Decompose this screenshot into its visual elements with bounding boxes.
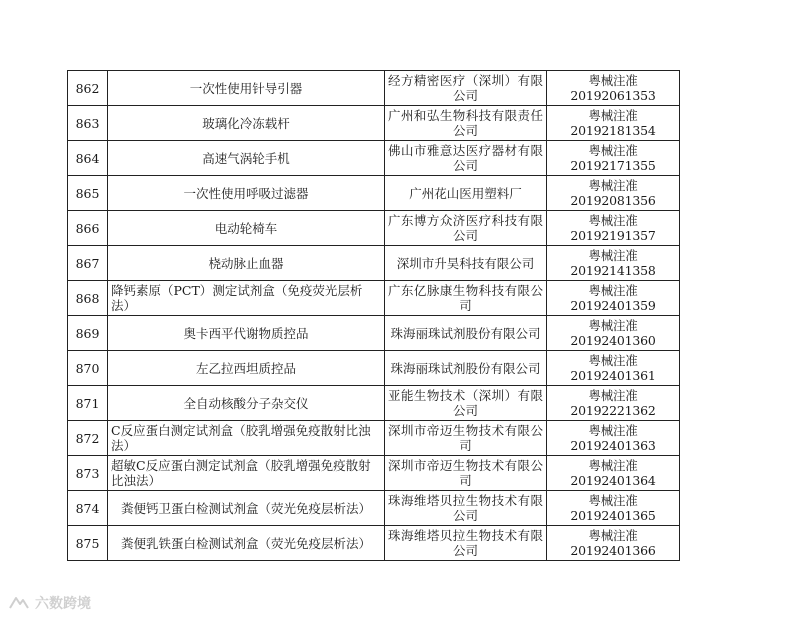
registration-table: [67, 70, 680, 561]
table-row: [68, 106, 680, 141]
registration-number: 粤械注准20192401365: [547, 491, 680, 526]
company-name: 珠海丽珠试剂股份有限公司: [385, 316, 547, 351]
table-row: [68, 281, 680, 316]
row-number: 869: [68, 316, 108, 351]
row-number: 866: [68, 211, 108, 246]
product-name: 粪便钙卫蛋白检测试剂盒（荧光免疫层析法）: [108, 491, 385, 526]
table-row: [68, 71, 680, 106]
registration-number: 粤械注准20192401361: [547, 351, 680, 386]
table-row: [68, 316, 680, 351]
product-name: 高速气涡轮手机: [108, 141, 385, 176]
product-name: 一次性使用呼吸过滤器: [108, 176, 385, 211]
row-number: 871: [68, 386, 108, 421]
product-name: 玻璃化冷冻载杆: [108, 106, 385, 141]
product-name: 左乙拉西坦质控品: [108, 351, 385, 386]
table-row: [68, 456, 680, 491]
table-row: [68, 421, 680, 456]
product-name: 粪便乳铁蛋白检测试剂盒（荧光免疫层析法）: [108, 526, 385, 561]
table-row: [68, 526, 680, 561]
row-number: 872: [68, 421, 108, 456]
registration-number: 粤械注准20192171355: [547, 141, 680, 176]
product-name: 桡动脉止血器: [108, 246, 385, 281]
company-name: 经方精密医疗（深圳）有限公司: [385, 71, 547, 106]
company-name: 珠海维塔贝拉生物技术有限公司: [385, 526, 547, 561]
product-name: 全自动核酸分子杂交仪: [108, 386, 385, 421]
row-number: 863: [68, 106, 108, 141]
product-name: 电动轮椅车: [108, 211, 385, 246]
table-row: [68, 491, 680, 526]
company-name: 深圳市帝迈生物技术有限公司: [385, 456, 547, 491]
row-number: 873: [68, 456, 108, 491]
registration-number: 粤械注准20192221362: [547, 386, 680, 421]
table-row: [68, 386, 680, 421]
product-name: C反应蛋白测定试剂盒（胶乳增强免疫散射比浊法）: [108, 421, 385, 456]
registration-number: 粤械注准20192081356: [547, 176, 680, 211]
table-row: [68, 246, 680, 281]
registration-number: 粤械注准20192401366: [547, 526, 680, 561]
company-name: 广东亿脉康生物科技有限公司: [385, 281, 547, 316]
row-number: 862: [68, 71, 108, 106]
product-name: 降钙素原（PCT）测定试剂盒（免疫荧光层析法）: [108, 281, 385, 316]
row-number: 864: [68, 141, 108, 176]
table-row: [68, 351, 680, 386]
watermark-text: 六数跨境: [35, 596, 91, 612]
row-number: 875: [68, 526, 108, 561]
registration-number: 粤械注准20192061353: [547, 71, 680, 106]
company-name: 亚能生物技术（深圳）有限公司: [385, 386, 547, 421]
row-number: 868: [68, 281, 108, 316]
row-number: 865: [68, 176, 108, 211]
registration-number: 粤械注准20192191357: [547, 211, 680, 246]
registration-number: 粤械注准20192401364: [547, 456, 680, 491]
product-name: 超敏C反应蛋白测定试剂盒（胶乳增强免疫散射比浊法）: [108, 456, 385, 491]
watermark: [8, 592, 91, 614]
registration-number: 粤械注准20192401360: [547, 316, 680, 351]
company-name: 深圳市帝迈生物技术有限公司: [385, 421, 547, 456]
company-name: 广州花山医用塑料厂: [385, 176, 547, 211]
registration-number: 粤械注准20192401359: [547, 281, 680, 316]
table-row: [68, 176, 680, 211]
registration-number: 粤械注准20192401363: [547, 421, 680, 456]
company-name: 珠海丽珠试剂股份有限公司: [385, 351, 547, 386]
table-row: [68, 211, 680, 246]
company-name: 珠海维塔贝拉生物技术有限公司: [385, 491, 547, 526]
company-name: 深圳市升昊科技有限公司: [385, 246, 547, 281]
registration-number: 粤械注准20192181354: [547, 106, 680, 141]
row-number: 870: [68, 351, 108, 386]
product-name: 奥卡西平代谢物质控品: [108, 316, 385, 351]
watermark-logo-icon: [8, 595, 30, 611]
product-name: 一次性使用针导引器: [108, 71, 385, 106]
company-name: 广东博方众济医疗科技有限公司: [385, 211, 547, 246]
table-row: [68, 141, 680, 176]
row-number: 867: [68, 246, 108, 281]
company-name: 佛山市雅意达医疗器材有限公司: [385, 141, 547, 176]
registration-number: 粤械注准20192141358: [547, 246, 680, 281]
row-number: 874: [68, 491, 108, 526]
company-name: 广州和弘生物科技有限责任公司: [385, 106, 547, 141]
